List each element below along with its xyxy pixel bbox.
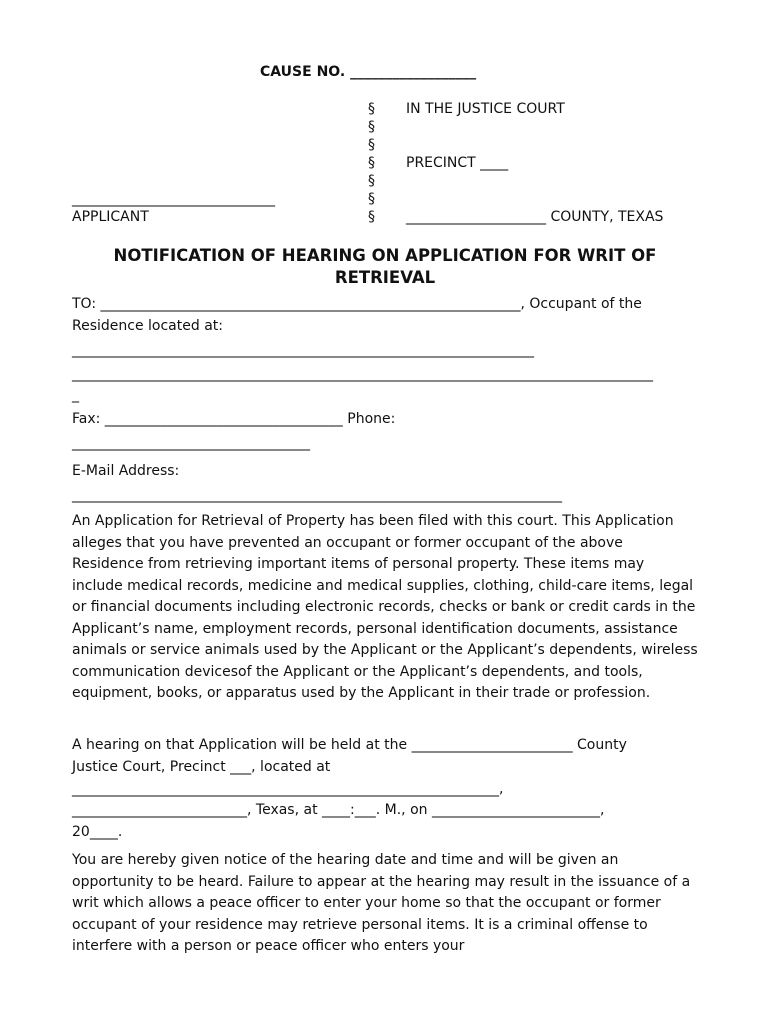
hearing-line-5: 20____. — [72, 824, 123, 840]
section-mark: § — [368, 137, 375, 153]
to-line: TO: ____________________________________________________________, Occupant of the — [72, 296, 642, 312]
hearing-line-3: _____________________________________________________________, — [72, 781, 504, 797]
section-mark: § — [368, 191, 375, 207]
email-blank: ______________________________________________________________________ — [72, 487, 562, 503]
court-label: IN THE JUSTICE COURT — [406, 101, 565, 117]
residence-label: Residence located at: — [72, 318, 223, 334]
phone-blank: __________________________________ — [72, 435, 310, 451]
email-label: E-Mail Address: — [72, 463, 180, 479]
hearing-line-4: _________________________, Texas, at ____:___. M., on ________________________, — [72, 802, 605, 818]
notice-paragraph: You are hereby given notice of the hearing date and time and will be given an opportunity to be heard. Failure to appear at the hearing may result in the issuance of a writ which allows a peace officer to enter your home so that the occupant or former occupant of your residence may retrieve personal items. It is a criminal offense to interfere with a person or peace officer who enters your — [72, 852, 691, 954]
title-line-2: RETRIEVAL — [334, 267, 436, 287]
applicant-blank: _____________________________ — [72, 191, 275, 207]
county-label: ____________________ COUNTY, TEXAS — [406, 209, 664, 225]
precinct-label: PRECINCT ____ — [406, 155, 509, 171]
document-title — [72, 245, 698, 288]
section-mark: § — [368, 101, 375, 117]
address-line-1: __________________________________________________________________ — [72, 342, 534, 358]
section-mark: § — [368, 173, 375, 189]
fax-phone-line: Fax: __________________________________ Phone: — [72, 411, 396, 427]
address-line-2: ___________________________________________________________________________________ — [72, 366, 653, 382]
title-line-1: NOTIFICATION OF HEARING ON APPLICATION FOR WRIT OF — [113, 246, 657, 265]
application-paragraph: An Application for Retrieval of Property has been filed with this court. This Application alleges that you have prevented an occupant or former occupant of the above Residence from retrieving important items of personal property. These items may include medical records, medicine and medical supplies, clothing, child-care items, legal or financial documents including electronic records, checks or bank or credit cards in the Applicant’s name, employment records, personal identification documents, assistance animals or service animals used by the Applicant or the Applicant’s dependents, wireless communication devicesof the Applicant or the Applicant’s dependents, and tools, equipment, books, or apparatus used by the Applicant in their trade or profession. — [72, 513, 698, 701]
section-mark: § — [368, 209, 375, 225]
hearing-line-1: A hearing on that Application will be held at the _______________________ County — [72, 737, 627, 753]
cause-number: CAUSE NO. __________________ — [260, 64, 477, 80]
address-line-2-tail: _ — [72, 387, 79, 403]
hearing-line-2: Justice Court, Precinct ___, located at — [72, 759, 331, 775]
applicant-label: APPLICANT — [72, 209, 149, 225]
section-mark: § — [368, 119, 375, 135]
section-mark: § — [368, 155, 375, 171]
